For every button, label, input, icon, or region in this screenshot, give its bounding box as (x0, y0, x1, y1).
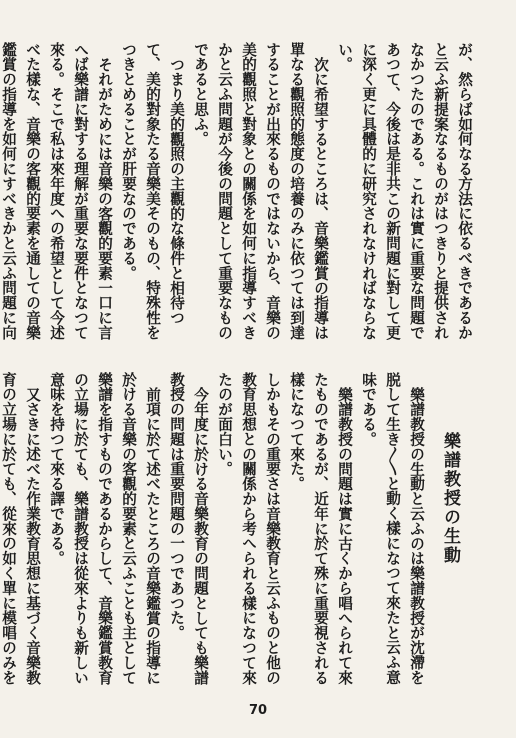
paragraph: 樂譜教授の問題は實に古くから唱へられて來たものであるが、近年に於て殊に重要視される樣になつて來た。 (288, 372, 353, 685)
paragraph: 前項に於て述べたところの音樂鑑賞の指導に於ける音樂の客觀的要素と云ふことも主として樂譜を指すものであるからして、音樂鑑賞教育の立場に於ても、樂譜教授は從來よりも新しい意味を持つて來る譯である。 (48, 372, 161, 685)
top-text-section (0, 42, 476, 342)
page-number: 70 (248, 703, 268, 718)
paragraph: つまり美的觀照の主觀的な條件と相待つて、美的對象たる音樂美そのもの、特殊性をつきとめることが肝要なのである。 (120, 42, 185, 340)
paragraph: 樂譜教授の生動と云ふのは樂譜教授が沈滯を脱して生き〳〵と動く樣になつて來たと云ふ意味である。 (360, 372, 425, 685)
paragraph: 又さきに述べた作業教育思想に基づく音樂教育の立場に於ても、從來の如く單に模唱のみを (0, 372, 41, 685)
section-heading: 樂譜教授の生動 (440, 431, 460, 565)
bottom-text-section (0, 372, 476, 694)
paragraph: 今年度に於ける音樂教育の問題としても樂譜教授の問題は重要問題の一つであつた。 (168, 372, 209, 685)
paragraph: が、然らば如何なる方法に依るべきであるかと云ふ新提案なるものがはつきりと提供されなかつたのである。これは實に重要な問題であつて、今後は是非共この新問題に對して更に深く更に具體的に研究されなければならない。 (336, 42, 473, 340)
paragraph: しかもその重要さは音樂教育と云ふものと他の教育思想との關係から考へられる樣になつて來たのが面白い。 (216, 372, 281, 685)
paragraph: 次に希望するところは、音樂鑑賞の指導は單なる觀照的態度の培養のみに依つては到達することが出來るものではないから、音樂の美的觀照と對象との關係を如何に指導すべきかと云ふ問題が今後の問題として重要なものであると思ふ。 (192, 42, 329, 340)
paragraph: それがためには音樂の客觀的要素一口に言へば樂譜に對する理解が重要な要件となつて來る。そこで私は來年度への希望として今述べた樣な、音樂の客觀的要素を通しての音樂鑑賞の指導を如何にすべきかと云ふ問題に向 (0, 42, 113, 340)
